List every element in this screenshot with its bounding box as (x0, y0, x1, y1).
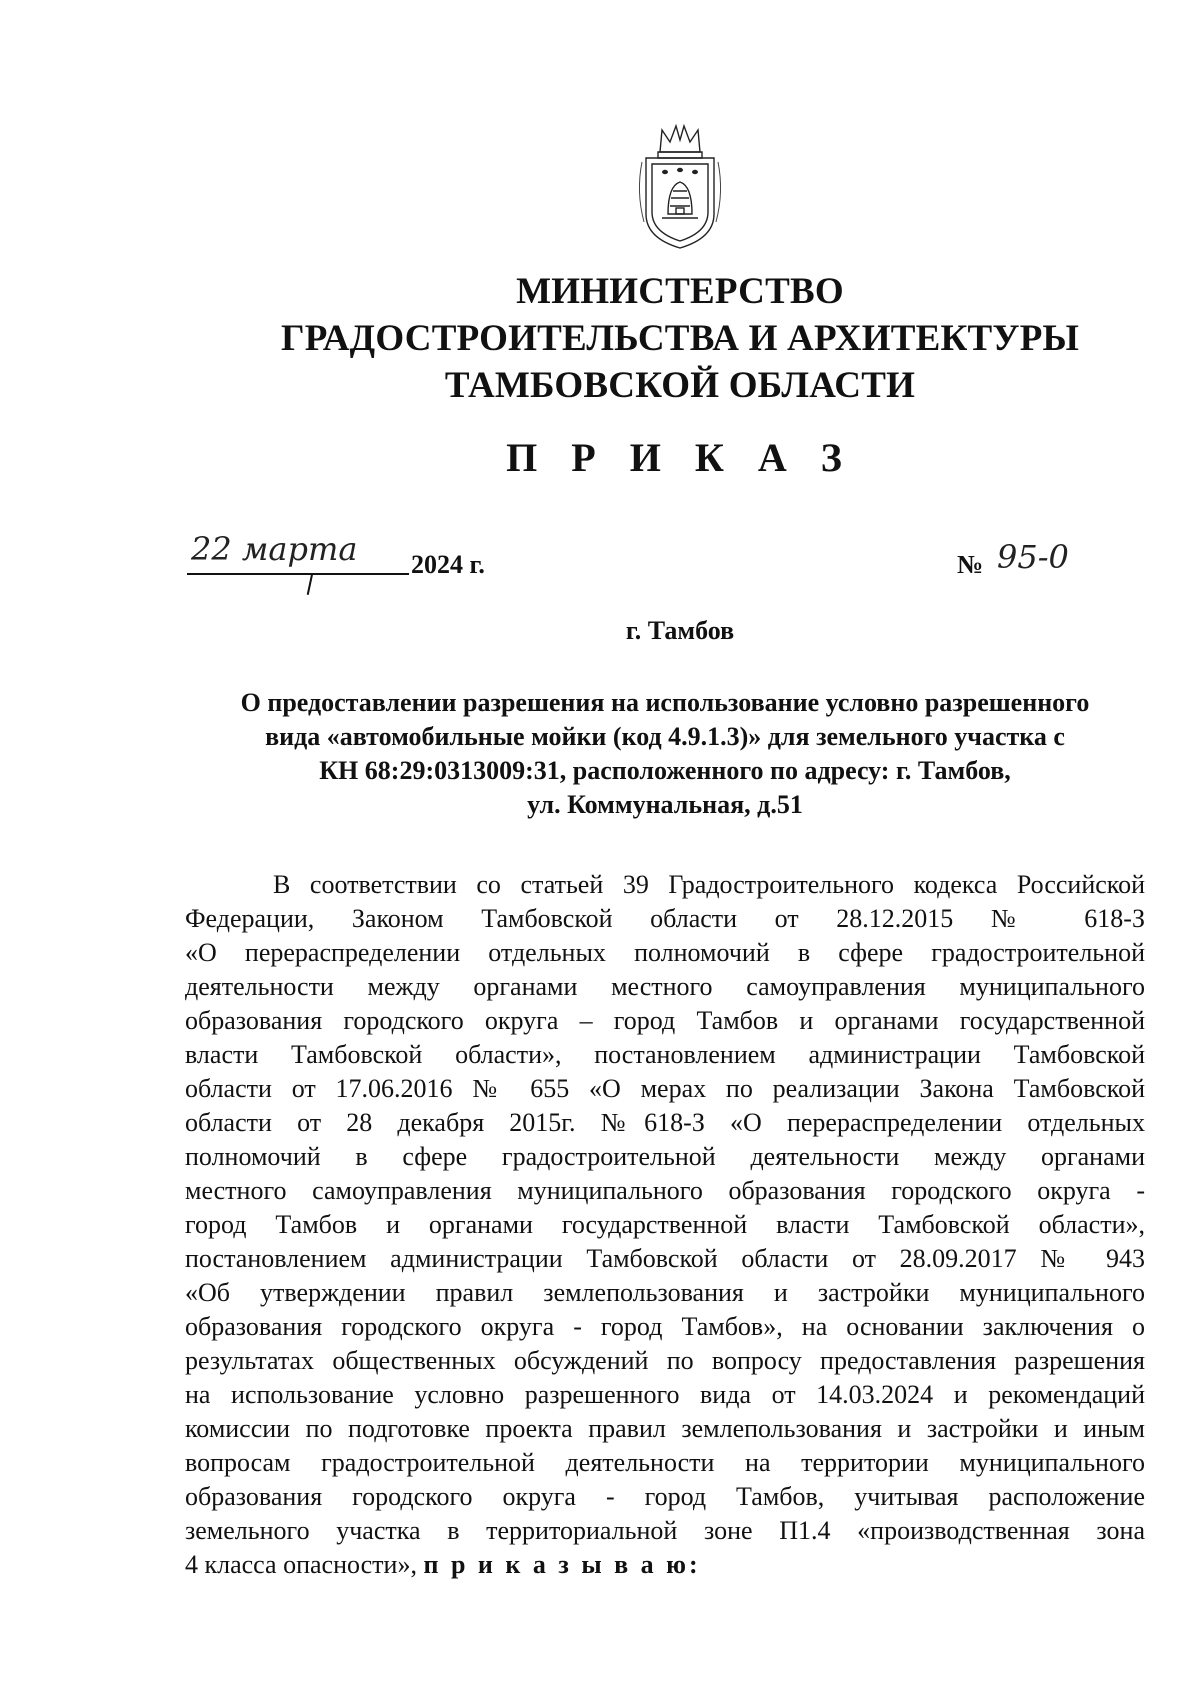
ministry-line-3: ТАМБОВСКОЙ ОБЛАСТИ (444, 365, 916, 406)
order-subject (185, 686, 1145, 822)
body-line: «О перераспределении отдельных полномочий в сфере градостроительной (185, 938, 1145, 967)
body-line: В соответствии со статьей 39 Градостроительного кодекса Российской (273, 870, 1145, 899)
body-line: образования городского округа - город Тамбов», на основании заключения о (185, 1312, 1145, 1341)
order-body (185, 868, 1145, 1582)
handwritten-order-number: 95-0 (997, 538, 1069, 576)
subject-line: вида «автомобильные мойки (код 4.9.1.3)» для земельного участка с (265, 722, 1065, 751)
body-line: образования городского округа - город Тамбов, учитывая расположение (185, 1482, 1145, 1511)
decree-word: п р и к а з ы в а ю: (423, 1550, 701, 1579)
body-line: Федерации, Законом Тамбовской области от 28.12.2015 № 618-З (185, 904, 1145, 933)
subject-line: ул. Коммунальная, д.51 (527, 790, 803, 819)
body-line: вопросам градостроительной деятельности на территории муниципального (185, 1448, 1145, 1477)
date-number-row (187, 530, 1117, 590)
date-pen-stroke (307, 573, 314, 595)
body-line: постановлением администрации Тамбовской области от 28.09.2017 № 943 (185, 1244, 1145, 1273)
body-line: деятельности между органами местного самоуправления муниципального (185, 972, 1145, 1001)
ministry-line-2: ГРАДОСТРОИТЕЛЬСТВА И АРХИТЕКТУРЫ (280, 318, 1080, 359)
body-line: город Тамбов и органами государственной власти Тамбовской области», (185, 1210, 1145, 1239)
body-last-line-text: 4 класса опасности», (185, 1550, 417, 1579)
city-name: г. Тамбов (625, 616, 735, 645)
body-line: полномочий в сфере градостроительной деятельности между органами (185, 1142, 1145, 1171)
handwritten-date: 22 марта (191, 530, 358, 568)
body-line: образования городского округа – город Тамбов и органами государственной (185, 1006, 1145, 1035)
body-line: комиссии по подготовке проекта правил землепользования и застройки и иным (185, 1414, 1145, 1443)
date-underline (187, 573, 409, 575)
tambov-coat-of-arms-icon (632, 122, 728, 252)
body-line: земельного участка в территориальной зоне П1.4 «производственная зона (185, 1516, 1145, 1545)
document-type-title: П Р И К А З (506, 435, 854, 480)
body-line: власти Тамбовской области», постановлением администрации Тамбовской (185, 1040, 1145, 1069)
date-year: 2024 г. (411, 550, 485, 579)
body-line: результатах общественных обсуждений по вопросу предоставления разрешения (185, 1346, 1145, 1375)
ministry-line-1: МИНИСТЕРСТВО (516, 271, 844, 312)
body-line: области от 28 декабря 2015г. №618-З «О перераспределении отдельных (185, 1108, 1145, 1137)
body-line: «Об утверждении правил землепользования и застройки муниципального (185, 1278, 1145, 1307)
number-label: № (957, 550, 984, 579)
body-last-line (185, 1548, 1145, 1582)
subject-line: КН 68:29:0313009:31, расположенного по адресу: г. Тамбов, (319, 756, 1011, 785)
ministry-name (0, 268, 1200, 409)
body-line: области от 17.06.2016 № 655 «О мерах по реализации Закона Тамбовской (185, 1074, 1145, 1103)
body-line: на использование условно разрешенного вида от 14.03.2024 и рекомендаций (185, 1380, 1145, 1409)
subject-line: О предоставлении разрешения на использование условно разрешенного (240, 688, 1090, 717)
body-line: местного самоуправления муниципального образования городского округа - (185, 1176, 1145, 1205)
